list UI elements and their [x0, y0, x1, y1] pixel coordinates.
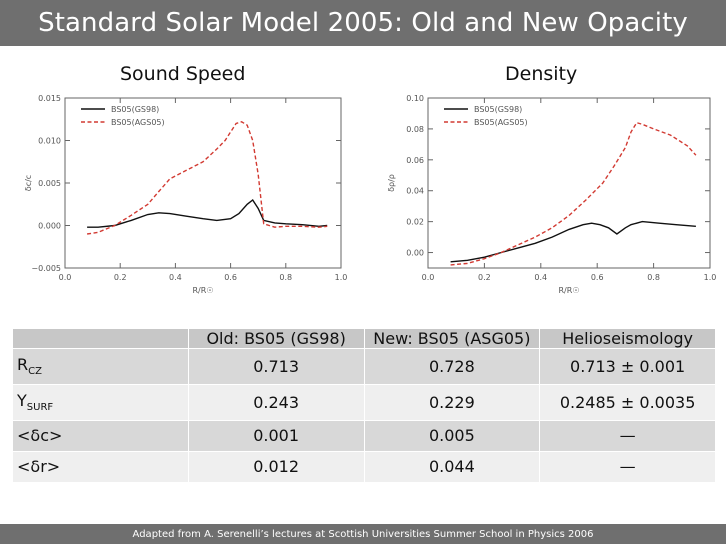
row-label-dc	[13, 420, 189, 451]
sound-speed-panel-label: Sound Speed	[120, 63, 246, 85]
table-cell: 0.713	[188, 349, 364, 385]
sound-speed-legend-label-0: BS05(GS98)	[111, 105, 160, 114]
density-y-tick-label: 0.04	[406, 186, 424, 196]
table-cell: —	[540, 420, 716, 451]
sound-speed-y-tick-label: 0.005	[38, 179, 61, 188]
row-label-sub: CZ	[28, 366, 42, 378]
density-panel-label: Density	[505, 63, 578, 85]
table-row	[13, 420, 716, 451]
density-y-tick-label: 0.00	[406, 248, 424, 258]
density-legend-label-0: BS05(GS98)	[474, 105, 523, 114]
table-header-new: New: BS05 (ASG05)	[364, 329, 540, 349]
row-label-main: <δc>	[17, 426, 63, 446]
sound-speed-x-tick-label: 0.8	[279, 273, 293, 282]
sound-speed-plot	[8, 92, 348, 306]
row-label-main: <δr>	[17, 457, 61, 477]
table-cell: 0.001	[188, 420, 364, 451]
table-row	[13, 349, 716, 385]
table-cell: 0.044	[364, 451, 540, 482]
row-label-ysurf	[13, 384, 189, 420]
sound-speed-x-tick-label: 0.2	[113, 273, 127, 282]
sound-speed-x-tick-label: 0.6	[224, 273, 237, 282]
density-y-tick-label: 0.10	[406, 94, 424, 103]
sound-speed-y-tick-label: −0.005	[31, 264, 61, 273]
sound-speed-x-tick-label: 0.4	[169, 273, 182, 282]
density-frame	[428, 98, 710, 268]
table-header-empty	[13, 329, 189, 349]
table-cell: 0.005	[364, 420, 540, 451]
row-label-sub: SURF	[26, 402, 54, 414]
sound-speed-y-tick-label: 0.015	[38, 94, 61, 103]
density-plot	[372, 92, 717, 306]
density-series-line-1	[451, 123, 696, 265]
density-x-tick-label: 0.4	[534, 273, 548, 282]
table-cell: 0.713 ± 0.001	[540, 349, 716, 385]
density-series-line-0	[451, 222, 696, 262]
sound-speed-series-line-1	[87, 122, 327, 234]
footnote: Adapted from A. Serenelli’s lectures at Scottish Universities Summer School in Physics 2006	[0, 524, 726, 544]
table-cell: 0.243	[188, 384, 364, 420]
density-x-tick-label: 0.2	[478, 273, 491, 282]
table-row	[13, 451, 716, 482]
sound-speed-legend-label-1: BS05(AGS05)	[111, 118, 165, 127]
comparison-table	[12, 328, 716, 483]
row-label-dr	[13, 451, 189, 482]
sound-speed-y-tick-label: 0.000	[38, 221, 61, 231]
table-cell: 0.2485 ± 0.0035	[540, 384, 716, 420]
sound-speed-x-tick-label: 1.0	[334, 273, 348, 282]
table-cell: 0.229	[364, 384, 540, 420]
table-cell: —	[540, 451, 716, 482]
density-x-tick-label: 0.0	[421, 273, 435, 282]
row-label-rcz	[13, 349, 189, 385]
density-x-axis-label: R/R☉	[558, 286, 580, 295]
density-x-tick-label: 1.0	[703, 273, 717, 282]
sound-speed-frame	[65, 98, 341, 268]
table-cell: 0.728	[364, 349, 540, 385]
sound-speed-series-line-0	[87, 200, 327, 227]
row-label-main: Y	[17, 391, 27, 411]
density-x-tick-label: 0.8	[647, 273, 660, 282]
density-chart	[372, 92, 717, 306]
table-header-helio: Helioseismology	[540, 329, 716, 349]
density-x-tick-label: 0.6	[590, 273, 604, 282]
sound-speed-chart	[8, 92, 348, 306]
density-y-axis-label: δρ/ρ	[387, 174, 396, 192]
comparison-table-wrap	[12, 328, 716, 483]
slide-title: Standard Solar Model 2005: Old and New Opacity	[0, 0, 726, 46]
sound-speed-y-axis-label: δc/c	[24, 174, 33, 192]
table-cell: 0.012	[188, 451, 364, 482]
sound-speed-x-tick-label: 0.0	[58, 273, 72, 282]
sound-speed-y-tick-label: 0.010	[38, 136, 61, 146]
table-header-row	[13, 329, 716, 349]
table-header-old: Old: BS05 (GS98)	[188, 329, 364, 349]
sound-speed-x-axis-label: R/R☉	[192, 286, 214, 295]
density-y-tick-label: 0.08	[406, 124, 424, 134]
table-row	[13, 384, 716, 420]
density-legend-label-1: BS05(AGS05)	[474, 118, 528, 127]
density-y-tick-label: 0.02	[406, 217, 424, 227]
row-label-main: R	[17, 355, 29, 375]
density-y-tick-label: 0.06	[406, 155, 424, 165]
